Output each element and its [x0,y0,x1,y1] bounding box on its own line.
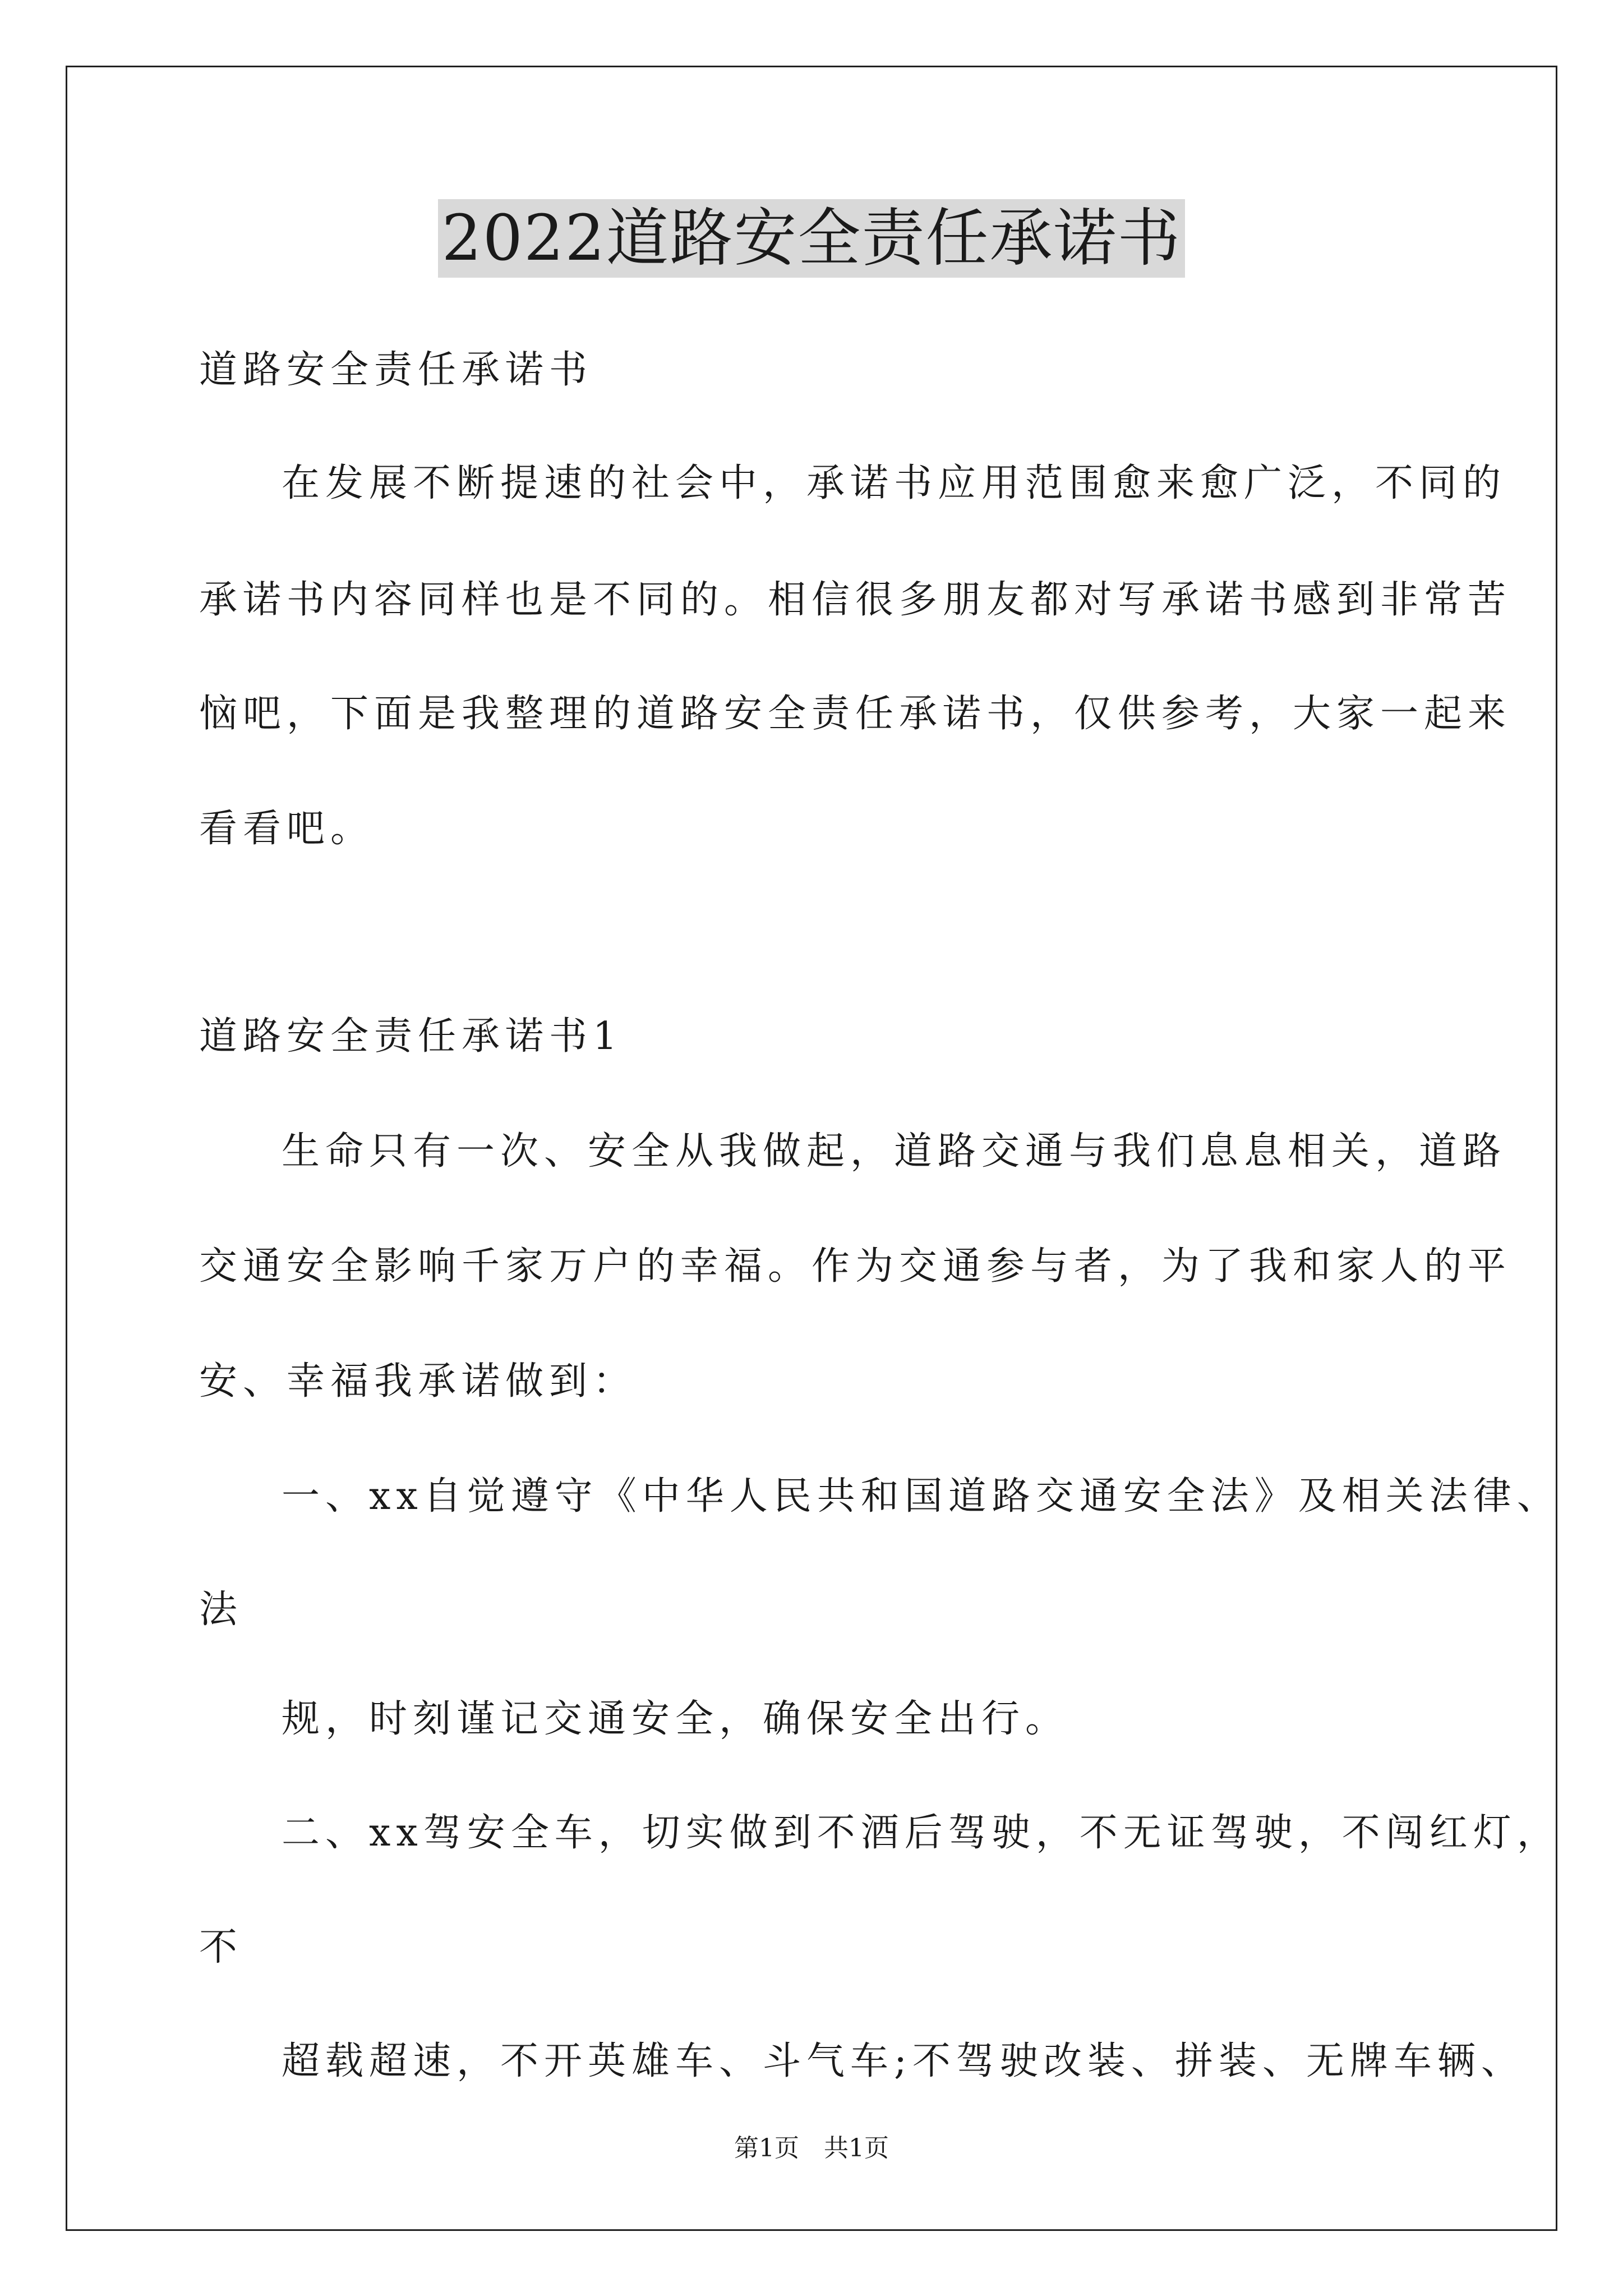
paragraph-line: 一、xx自觉遵守《中华人民共和国道路交通安全法》及相关法律、 [282,1474,1561,1519]
page-number: 第1页 [734,2134,799,2162]
paragraph-line: 规，时刻谨记交通安全，确保安全出行。 [282,1697,1069,1741]
document-title: 2022道路安全责任承诺书 [438,199,1184,278]
paragraph-line: 超载超速，不开英雄车、斗气车;不驾驶改装、拼装、无牌车辆、 [282,2039,1525,2083]
paragraph-line: 承诺书内容同样也是不同的。相信很多朋友都对写承诺书感到非常苦 [199,578,1512,622]
paragraph-line: 生命只有一次、安全从我做起，道路交通与我们息息相关，道路 [282,1129,1507,1174]
paragraph-line: 在发展不断提速的社会中，承诺书应用范围愈来愈广泛，不同的 [282,461,1507,505]
section-heading: 道路安全责任承诺书1 [199,1014,623,1059]
title-container [0,199,1623,278]
paragraph-line: 交通安全影响千家万户的幸福。作为交通参与者，为了我和家人的平 [199,1244,1512,1289]
paragraph-line: 看看吧。 [199,807,375,851]
subtitle: 道路安全责任承诺书 [199,348,593,392]
paragraph-line: 安、幸福我承诺做到： [199,1359,637,1404]
page-total: 共1页 [824,2134,889,2162]
paragraph-line: 二、xx驾安全车，切实做到不酒后驾驶，不无证驾驶，不闯红灯， [282,1811,1561,1855]
page-footer [0,2132,1623,2165]
paragraph-line: 法 [199,1588,243,1632]
paragraph-line: 恼吧，下面是我整理的道路安全责任承诺书，仅供参考，大家一起来 [199,692,1512,736]
paragraph-line: 不 [199,1925,243,1970]
